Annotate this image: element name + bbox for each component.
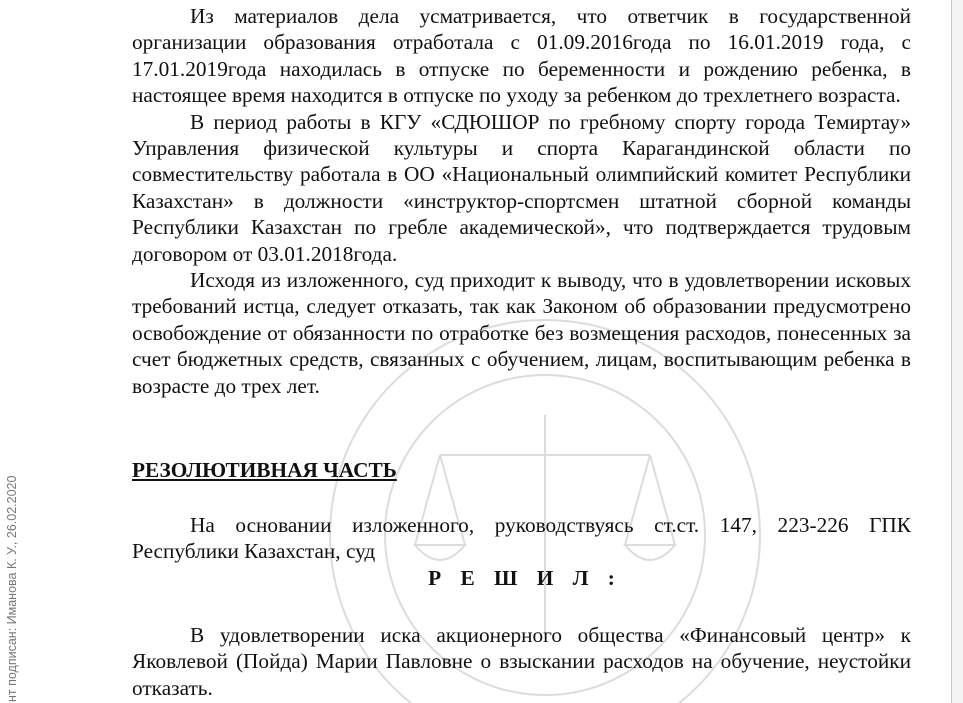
signature-stamp: нт подписан: Иманова К. У., 26.02.2020 bbox=[5, 475, 19, 702]
paragraph-materials: Из материалов дела усматривается, что ответчик в государственной организации образования отработала с 01.09.2016года по 16.01.2019 года, с 17.01.2019года находилась в отпуске по беременности и рождению ребенка, в настоящее время находится в отпуске по уходу за ребенком до трехлетнего возраста. bbox=[132, 4, 911, 108]
decree-heading: Р Е Ш И Л : bbox=[428, 566, 615, 590]
vertical-scrollbar[interactable] bbox=[951, 0, 963, 703]
paragraph-employment-period: В период работы в КГУ «СДЮШОР по гребному спорту города Темиртау» Управления физической культуры и спорта Карагандинской области по совместительству работала в ОО «Национальный олимпийский комитет Республики Казахстан» в должности «инструктор-спортсмен штатной сборной команды Республики Казахстан по гребле академической», что подтверждается трудовым договором от 03.01.2018года. bbox=[132, 109, 911, 266]
paragraphs-top bbox=[132, 3, 911, 399]
paragraph-court-conclusion: Исходя из изложенного, суд приходит к выводу, что в удовлетворении исковых требований истца, следует отказать, так как Законом об образовании предусмотрено освобождение от обязанности по отработке без возмещения расходов, понесенных за счет бюджетных средств, связанных с обучением, лицам, воспитывающим ребенка в возрасте до трех лет. bbox=[132, 268, 911, 398]
basis-block bbox=[132, 512, 911, 565]
paragraph-basis: На основании изложенного, руководствуясь ст.ст. 147, 223-226 ГПК Республики Казахстан, суд bbox=[132, 513, 911, 564]
section-heading: РЕЗОЛЮТИВНАЯ ЧАСТЬ bbox=[132, 458, 397, 482]
paragraph-ruling: В удовлетворении иска акционерного общества «Финансовый центр» к Яковлевой (Пойда) Марии Павловне о взыскании расходов на обучение, неустойки отказать. bbox=[132, 623, 911, 700]
ruling-block bbox=[132, 622, 911, 701]
